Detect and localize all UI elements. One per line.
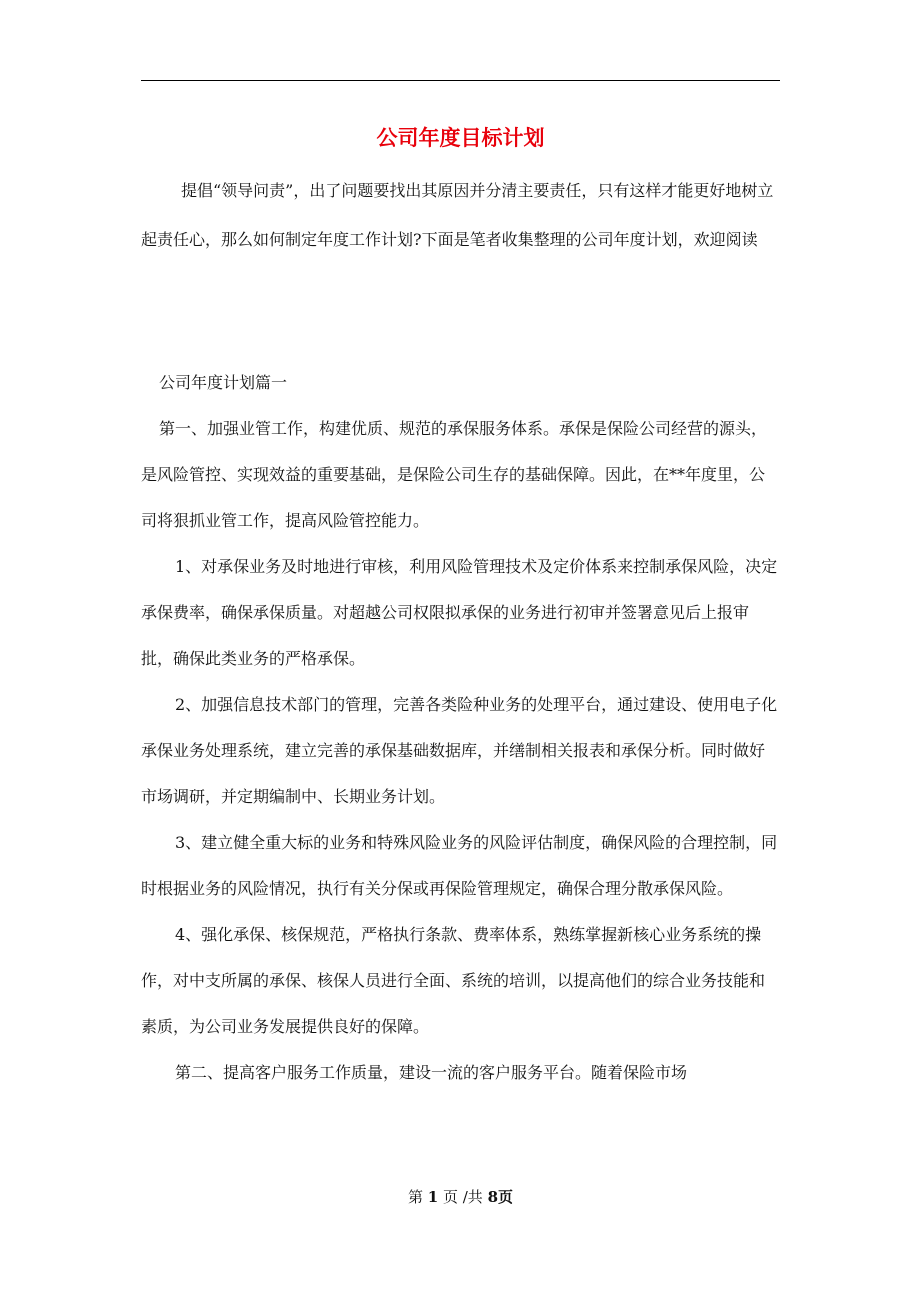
paragraph-1: 第一、加强业管工作，构建优质、规范的承保服务体系。承保是保险公司经营的源头，是风险管控、实现效益的重要基础，是保险公司生存的基础保障。因此，在**年度里，公司将狠抓业管工作，提高风险管控能力。	[141, 419, 768, 530]
paragraph-5: 4、强化承保、核保规范，严格执行条款、费率体系，熟练掌握新核心业务系统的操作，对中支所属的承保、核保人员进行全面、系统的培训，以提高他们的综合业务技能和素质，为公司业务发展提供良好的保障。	[141, 925, 766, 1036]
paragraph-4: 3、建立健全重大标的业务和特殊风险业务的风险评估制度，确保风险的合理控制，同时根据业务的风险情况，执行有关分保或再保险管理规定，确保合理分散承保风险。	[141, 833, 778, 898]
page-footer	[141, 1185, 780, 1209]
header-rule	[141, 80, 780, 81]
footer-prefix: 第	[407, 1188, 423, 1206]
footer-suffix: 页	[498, 1188, 514, 1206]
section-heading: 公司年度计划篇一	[159, 373, 288, 392]
footer-middle: 页 /共	[442, 1188, 483, 1206]
paragraph-6: 第二、提高客户服务工作质量，建设一流的客户服务平台。随着保险市场	[175, 1063, 688, 1082]
document-body	[141, 360, 780, 1096]
paragraph-2: 1、对承保业务及时地进行审核，利用风险管理技术及定价体系来控制承保风险，决定承保费率，确保承保质量。对超越公司权限拟承保的业务进行初审并签署意见后上报审批，确保此类业务的严格承保。	[141, 557, 778, 668]
intro-paragraph: 提倡“领导问责”，出了问题要找出其原因并分清主要责任，只有这样才能更好地树立起责任心，那么如何制定年度工作计划?下面是笔者收集整理的公司年度计划，欢迎阅读	[141, 181, 774, 249]
paragraph-3: 2、加强信息技术部门的管理，完善各类险种业务的处理平台，通过建设、使用电子化承保业务处理系统，建立完善的承保基础数据库，并缮制相关报表和承保分析。同时做好市场调研，并定期编制中、长期业务计划。	[141, 695, 778, 806]
document-title: 公司年度目标计划	[376, 126, 545, 150]
footer-total-pages: 8	[487, 1188, 499, 1206]
footer-current-page: 1	[427, 1188, 439, 1206]
